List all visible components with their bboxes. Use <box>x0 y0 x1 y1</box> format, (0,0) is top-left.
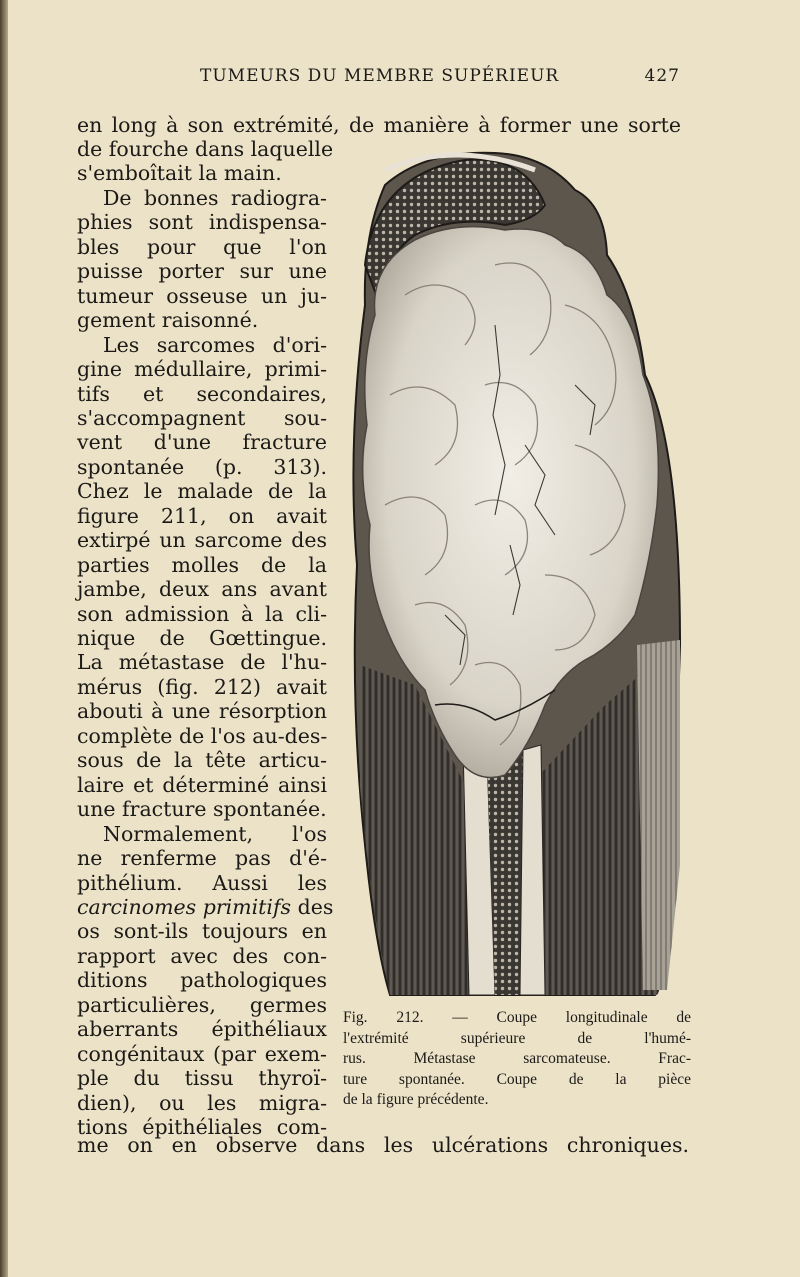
body-line: rapport avec des con- <box>77 943 327 968</box>
body-line: aberrants épithéliaux <box>77 1017 327 1042</box>
body-line: particulières, germes <box>77 992 327 1017</box>
caption-line: ture spontanée. Coupe de la pièce <box>343 1070 691 1088</box>
humerus-section-illustration <box>345 145 685 1005</box>
body-line: parties molles de la <box>77 552 327 577</box>
caption-line: l'extrémité supérieure de l'humé- <box>343 1029 691 1047</box>
body-line: laire et déterminé ainsi <box>77 772 327 797</box>
caption-line: de la figure précédente. <box>343 1091 489 1108</box>
body-line: pithélium. Aussi les <box>77 870 327 895</box>
page-number: 427 <box>644 66 680 86</box>
body-line-bottom: me on en observe dans les ulcérations chroniques. <box>77 1133 689 1157</box>
body-line: La métastase de l'hu- <box>77 650 327 675</box>
page-binding-edge <box>0 0 8 1277</box>
figure-caption <box>343 1008 691 1111</box>
body-line: tumeur osseuse un ju- <box>77 283 327 308</box>
body-line: gine médullaire, primi- <box>77 357 327 382</box>
body-line: vent d'une fracture <box>77 430 327 455</box>
caption-line: rus. Métastase sarcomateuse. Frac- <box>343 1050 691 1067</box>
body-line: figure 211, on avait <box>77 503 327 528</box>
body-line: os sont-ils toujours en <box>77 919 327 944</box>
body-line: nique de Gœttingue. <box>77 626 327 650</box>
body-line: abouti à une résorption <box>77 699 327 724</box>
body-line: jambe, deux ans avant <box>77 577 327 602</box>
body-line: spontanée (p. 313). <box>77 454 327 479</box>
body-line: bles pour que l'on <box>77 234 327 259</box>
body-line: dien), ou les migra- <box>77 1090 327 1115</box>
body-line: tions épithéliales com- <box>77 1115 327 1139</box>
running-head <box>200 66 680 92</box>
body-line: une fracture spontanée. <box>77 797 327 822</box>
body-line-top: en long à son extrémité, de manière à former une sorte <box>77 113 681 137</box>
body-line: ditions pathologiques <box>77 968 327 993</box>
body-line: s'accompagnent sou- <box>77 405 327 430</box>
body-line: congénitaux (par exem- <box>77 1041 327 1066</box>
body-line: Chez le malade de la <box>77 479 327 504</box>
body-line: phies sont indispensa- <box>77 210 327 235</box>
body-line: mérus (fig. 212) avait <box>77 674 327 699</box>
body-line: son admission à la cli- <box>77 601 327 626</box>
body-line: extirpé un sarcome des <box>77 528 327 553</box>
running-head-title: TUMEURS DU MEMBRE SUPÉRIEUR <box>200 66 560 86</box>
body-line: ple du tissu thyroï- <box>77 1066 327 1091</box>
body-line-tail: des <box>291 894 334 919</box>
body-line: puisse porter sur une <box>77 259 327 284</box>
body-line: sous de la tête articu- <box>77 748 327 773</box>
body-line: complète de l'os au-des- <box>77 723 328 748</box>
body-line: De bonnes radiogra- <box>103 185 327 210</box>
body-line: Normalement, l'os <box>103 821 327 846</box>
body-line: gement raisonné. <box>77 308 259 333</box>
body-line: Les sarcomes d'ori- <box>103 332 327 357</box>
body-line: s'emboîtait la main. <box>77 161 282 186</box>
body-line <box>77 894 334 919</box>
body-line: de fourche dans laquelle <box>77 137 334 161</box>
caption-line: Fig. 212. — Coupe longitudinale de <box>343 1009 691 1026</box>
italic-term: carcinomes primitifs <box>77 894 292 919</box>
body-line: tifs et secondaires, <box>77 381 327 406</box>
body-line: ne renferme pas d'é- <box>77 846 327 871</box>
